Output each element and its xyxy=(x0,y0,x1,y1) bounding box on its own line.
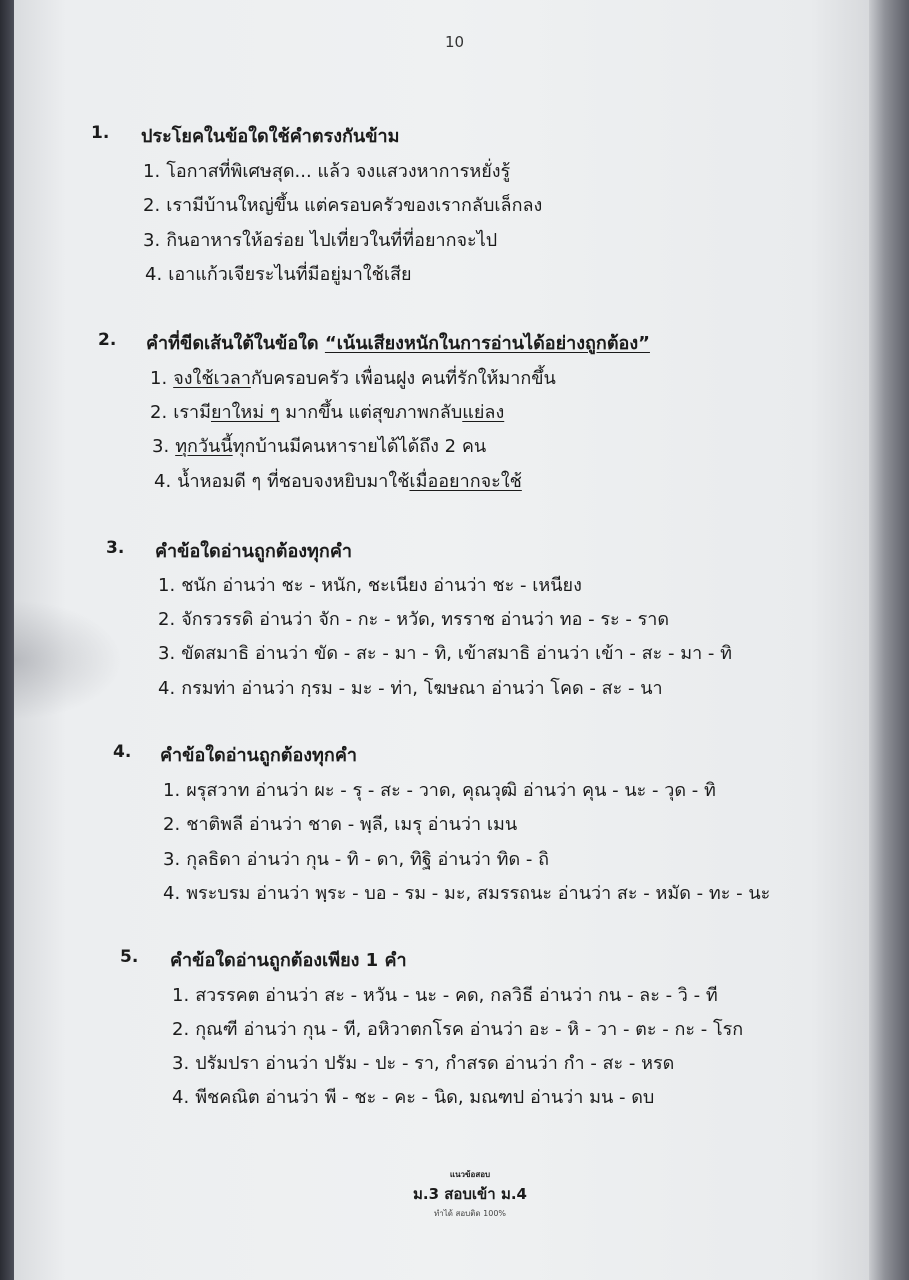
page-right-edge xyxy=(869,0,909,1280)
option-text: กินอาหารให้อร่อย ไปเที่ยวในที่ที่อยากจะไป xyxy=(166,230,498,251)
option-number: 2. xyxy=(158,609,176,630)
option-3 xyxy=(163,844,549,873)
question-prompt: คำข้อใดอ่านถูกต้องเพียง 1 คำ xyxy=(170,950,407,971)
option-text: กุลธิดา อ่านว่า กุน - ทิ - ดา, ทิฐิ อ่านว่า ทิด - ถิ xyxy=(186,849,550,870)
option-text: พีชคณิต อ่านว่า พี - ชะ - คะ - นิด, มณฑป อ่านว่า มน - ดบ xyxy=(195,1087,655,1108)
option-2 xyxy=(158,604,669,633)
option-4 xyxy=(145,259,412,288)
shadow xyxy=(14,600,124,720)
option-1 xyxy=(143,156,510,185)
option-number: 1. xyxy=(172,985,190,1006)
option-3 xyxy=(152,431,486,460)
option-1 xyxy=(163,775,716,804)
page-footer xyxy=(340,1168,600,1220)
option-1 xyxy=(150,363,556,392)
option-number: 3. xyxy=(172,1053,190,1074)
option-text: ขัดสมาธิ อ่านว่า ขัด - สะ - มา - ทิ, เข้าสมาธิ อ่านว่า เข้า - สะ - มา - ทิ xyxy=(181,643,733,664)
question-prompt xyxy=(146,328,650,357)
underlined-word: แย่ลง xyxy=(462,402,505,423)
option-number: 2. xyxy=(150,402,168,423)
option-text: น้ำหอมดี ๆ ที่ชอบจงหยิบมาใช้ xyxy=(177,471,410,492)
footer-tagline: ทำได้ สอบติด 100% xyxy=(433,1209,507,1218)
option-text: โอกาสที่พิเศษสุด... แล้ว จงแสวงหาการหยั่งรู้ xyxy=(166,161,511,182)
option-4 xyxy=(172,1082,654,1111)
option-number: 3. xyxy=(158,643,176,664)
option-4 xyxy=(154,466,522,495)
option-number: 4. xyxy=(163,883,181,904)
option-2 xyxy=(163,809,517,838)
option-number: 1. xyxy=(158,575,176,596)
option-number: 3. xyxy=(152,436,170,457)
option-text: เอาแก้วเจียระไนที่มีอยู่มาใช้เสีย xyxy=(168,264,412,285)
underlined-word: ทุกวันนี้ xyxy=(175,436,233,457)
option-text: ชนัก อ่านว่า ชะ - หนัก, ชะเนียง อ่านว่า ชะ - เหนียง xyxy=(181,575,582,596)
option-number: 3. xyxy=(163,849,181,870)
question-number: 4. xyxy=(113,742,132,762)
option-number: 2. xyxy=(172,1019,190,1040)
option-1 xyxy=(172,980,718,1009)
option-text: พระบรม อ่านว่า พฺระ - บอ - รม - มะ, สมรรถนะ อ่านว่า สะ - หมัด - ทะ - นะ xyxy=(186,883,771,904)
option-1 xyxy=(158,570,582,599)
footer-title: ม.3 สอบเข้า ม.4 xyxy=(413,1185,527,1203)
option-number: 1. xyxy=(143,161,161,182)
page-number: 10 xyxy=(445,33,465,51)
option-text: กรมท่า อ่านว่า กฺรม - มะ - ท่า, โฆษณา อ่านว่า โคด - สะ - นา xyxy=(181,678,663,699)
option-number: 1. xyxy=(150,368,168,389)
option-number: 1. xyxy=(163,780,181,801)
question-prompt: ประโยคในข้อใดใช้คำตรงกันข้าม xyxy=(141,126,400,147)
option-text: ผรุสวาท อ่านว่า ผะ - รุ - สะ - วาด, คุณวุฒิ อ่านว่า คุน - นะ - วุด - ทิ xyxy=(186,780,716,801)
underlined-word: ยาใหม่ ๆ xyxy=(210,402,280,423)
option-2 xyxy=(172,1014,743,1043)
option-text: จักรวรรดิ อ่านว่า จัก - กะ - หวัด, ทรราช อ่านว่า ทอ - ระ - ราด xyxy=(181,609,670,630)
option-number: 3. xyxy=(143,230,161,251)
underlined-word: เมื่ออยากจะใช้ xyxy=(409,471,522,492)
option-number: 4. xyxy=(172,1087,190,1108)
option-text: ชาติพลี อ่านว่า ชาด - พฺลี, เมรุ อ่านว่า เมน xyxy=(186,814,518,835)
option-text: เรามี xyxy=(173,402,211,423)
option-text: สวรรคต อ่านว่า สะ - หวัน - นะ - คด, กลวิธี อ่านว่า กน - ละ - วิ - ที xyxy=(195,985,718,1006)
option-text: กุณฑี อ่านว่า กุน - ที, อหิวาตกโรค อ่านว่า อะ - หิ - วา - ตะ - กะ - โรก xyxy=(195,1019,744,1040)
option-text: ทุกบ้านมีคนหารายได้ได้ถึง 2 คน xyxy=(232,436,487,457)
question-number: 5. xyxy=(120,947,139,967)
footer-series: แนวข้อสอบ xyxy=(449,1170,491,1179)
option-2 xyxy=(143,190,542,219)
option-3 xyxy=(172,1048,674,1077)
option-3 xyxy=(158,638,732,667)
option-text: มากขึ้น แต่สุขภาพกลับ xyxy=(279,402,463,423)
option-4 xyxy=(163,878,770,907)
question-prompt: คำข้อใดอ่านถูกต้องทุกคำ xyxy=(160,745,357,766)
option-4 xyxy=(158,673,663,702)
option-number: 4. xyxy=(154,471,172,492)
option-text: เรามีบ้านใหญ่ขึ้น แต่ครอบครัวของเรากลับเล็กลง xyxy=(166,195,543,216)
option-text: กับครอบครัว เพื่อนฝูง คนที่รักให้มากขึ้น xyxy=(250,368,556,389)
question-prompt: คำข้อใดอ่านถูกต้องทุกคำ xyxy=(155,541,352,562)
prompt-text: คำที่ขีดเส้นใต้ในข้อใด xyxy=(146,333,319,354)
option-number: 2. xyxy=(163,814,181,835)
question-number: 3. xyxy=(106,538,125,558)
question-number: 2. xyxy=(98,330,117,350)
option-number: 4. xyxy=(158,678,176,699)
prompt-underlined: “เน้นเสียงหนักในการอ่านได้อย่างถูกต้อง” xyxy=(324,333,650,354)
option-number: 4. xyxy=(145,264,163,285)
question-number: 1. xyxy=(91,123,110,143)
option-2 xyxy=(150,397,504,426)
option-text: ปรัมปรา อ่านว่า ปรัม - ปะ - รา, กำสรด อ่านว่า กำ - สะ - หรด xyxy=(195,1053,675,1074)
option-number: 2. xyxy=(143,195,161,216)
underlined-word: จงใช้เวลา xyxy=(173,368,251,389)
option-3 xyxy=(143,225,497,254)
